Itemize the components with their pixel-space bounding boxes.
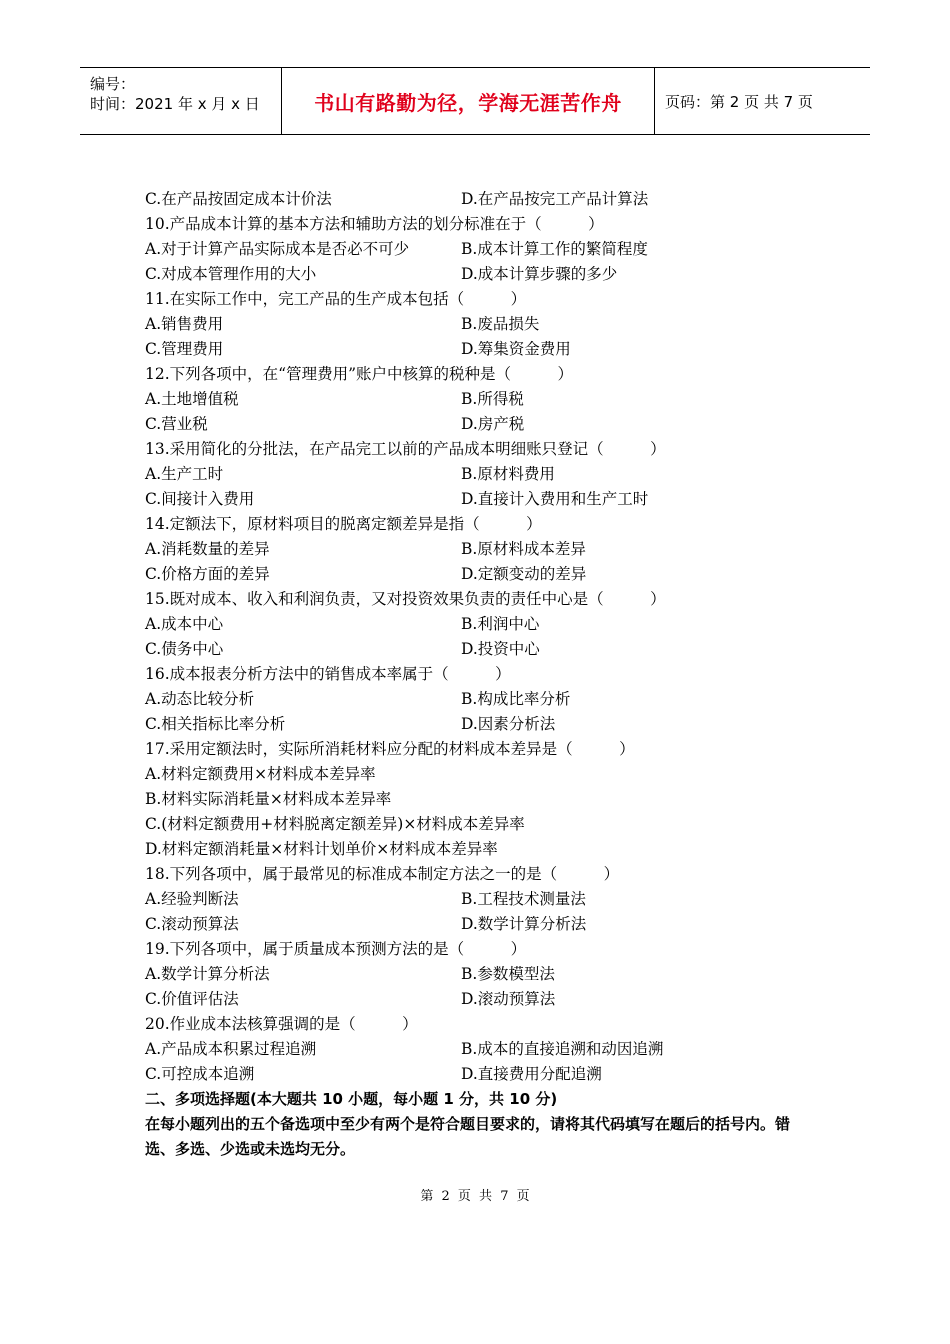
question-list xyxy=(145,187,825,1162)
option-right: B.参数模型法 xyxy=(461,965,555,983)
option-row xyxy=(145,487,825,512)
option-left: A.土地增值税 xyxy=(145,390,239,408)
option-right: D.数学计算分析法 xyxy=(461,915,587,933)
option-left: A.经验判断法 xyxy=(145,890,239,908)
option-row xyxy=(145,962,825,987)
option-row xyxy=(145,887,825,912)
question-text: 17.采用定额法时，实际所消耗材料应分配的材料成本差异是（ ） xyxy=(145,740,635,758)
option-left: A.成本中心 xyxy=(145,615,224,633)
option-row xyxy=(145,237,825,262)
question-text: C.(材料定额费用+材料脱离定额差异)×材料成本差异率 xyxy=(145,815,525,833)
motto: 书山有路勤为径，学海无涯苦作舟 xyxy=(282,68,655,134)
option-left: C.债务中心 xyxy=(145,640,224,658)
question-text: 14.定额法下，原材料项目的脱离定额差异是指（ ） xyxy=(145,515,542,533)
option-right: D.滚动预算法 xyxy=(461,990,556,1008)
question-text: D.材料定额消耗量×材料计划单价×材料成本差异率 xyxy=(145,840,498,858)
option-row xyxy=(145,262,825,287)
question-text: 10.产品成本计算的基本方法和辅助方法的划分标准在于（ ） xyxy=(145,215,604,233)
option-left: A.对于计算产品实际成本是否必不可少 xyxy=(145,240,410,258)
question-text: 18.下列各项中，属于最常见的标准成本制定方法之一的是（ ） xyxy=(145,865,620,883)
option-left: A.销售费用 xyxy=(145,315,224,333)
section-instructions: 在每小题列出的五个备选项中至少有两个是符合题目要求的，请将其代码填写在题后的括号内。错选、多选、少选或未选均无分。 xyxy=(145,1115,791,1158)
option-right: D.房产税 xyxy=(461,415,525,433)
option-row xyxy=(145,687,825,712)
option-left: C.在产品按固定成本计价法 xyxy=(145,190,332,208)
page-footer: 第 2 页 共 7 页 xyxy=(420,1189,530,1204)
option-left: A.数学计算分析法 xyxy=(145,965,270,983)
option-right: B.废品损失 xyxy=(461,315,540,333)
option-row xyxy=(145,337,825,362)
date-label: 时间：2021 年 x 月 x 日 xyxy=(90,95,260,113)
option-row xyxy=(145,712,825,737)
option-row xyxy=(145,187,825,212)
document-header xyxy=(80,67,870,135)
question-text: 16.成本报表分析方法中的销售成本率属于（ ） xyxy=(145,665,511,683)
header-left-cell xyxy=(80,68,282,134)
option-left: A.消耗数量的差异 xyxy=(145,540,270,558)
option-left: C.价格方面的差异 xyxy=(145,565,270,583)
option-right: D.投资中心 xyxy=(461,640,540,658)
option-right: B.所得税 xyxy=(461,390,524,408)
option-row xyxy=(145,462,825,487)
question-text: 20.作业成本法核算强调的是（ ） xyxy=(145,1015,418,1033)
option-left: C.价值评估法 xyxy=(145,990,239,1008)
option-left: A.生产工时 xyxy=(145,465,224,483)
question-text: A.材料定额费用×材料成本差异率 xyxy=(145,765,376,783)
option-right: D.定额变动的差异 xyxy=(461,565,587,583)
option-right: B.原材料费用 xyxy=(461,465,555,483)
option-right: B.成本计算工作的繁简程度 xyxy=(461,240,648,258)
option-row xyxy=(145,537,825,562)
option-right: B.构成比率分析 xyxy=(461,690,571,708)
option-right: D.成本计算步骤的多少 xyxy=(461,265,618,283)
option-row xyxy=(145,612,825,637)
option-row xyxy=(145,637,825,662)
option-left: C.相关指标比率分析 xyxy=(145,715,286,733)
option-right: B.原材料成本差异 xyxy=(461,540,586,558)
question-text: 15.既对成本、收入和利润负责，又对投资效果负责的责任中心是（ ） xyxy=(145,590,666,608)
option-left: C.滚动预算法 xyxy=(145,915,239,933)
option-left: A.动态比较分析 xyxy=(145,690,255,708)
option-row xyxy=(145,1062,825,1087)
option-row xyxy=(145,987,825,1012)
question-text: 11.在实际工作中，完工产品的生产成本包括（ ） xyxy=(145,290,527,308)
option-right: D.在产品按完工产品计算法 xyxy=(461,190,649,208)
question-text: 12.下列各项中，在“管理费用”账户中核算的税种是（ ） xyxy=(145,365,574,383)
option-row xyxy=(145,1037,825,1062)
page-code: 页码：第 2 页 共 7 页 xyxy=(665,92,813,111)
option-left: C.管理费用 xyxy=(145,340,224,358)
question-text: 13.采用简化的分批法，在产品完工以前的产品成本明细账只登记（ ） xyxy=(145,440,666,458)
question-text: 19.下列各项中，属于质量成本预测方法的是（ ） xyxy=(145,940,527,958)
option-left: C.可控成本追溯 xyxy=(145,1065,255,1083)
option-left: A.产品成本积累过程追溯 xyxy=(145,1040,317,1058)
option-right: D.筹集资金费用 xyxy=(461,340,571,358)
option-right: B.工程技术测量法 xyxy=(461,890,586,908)
option-left: C.营业税 xyxy=(145,415,208,433)
option-row xyxy=(145,387,825,412)
option-right: D.直接费用分配追溯 xyxy=(461,1065,602,1083)
serial-number-label: 编号： xyxy=(90,75,136,93)
option-row xyxy=(145,412,825,437)
section-title: 二、多项选择题(本大题共 10 小题，每小题 1 分，共 10 分) xyxy=(145,1090,558,1108)
option-right: D.直接计入费用和生产工时 xyxy=(461,490,649,508)
option-row xyxy=(145,312,825,337)
option-row xyxy=(145,912,825,937)
option-right: D.因素分析法 xyxy=(461,715,556,733)
question-text: B.材料实际消耗量×材料成本差异率 xyxy=(145,790,392,808)
option-left: C.间接计入费用 xyxy=(145,490,255,508)
option-right: B.利润中心 xyxy=(461,615,540,633)
option-row xyxy=(145,562,825,587)
option-right: B.成本的直接追溯和动因追溯 xyxy=(461,1040,664,1058)
option-left: C.对成本管理作用的大小 xyxy=(145,265,317,283)
